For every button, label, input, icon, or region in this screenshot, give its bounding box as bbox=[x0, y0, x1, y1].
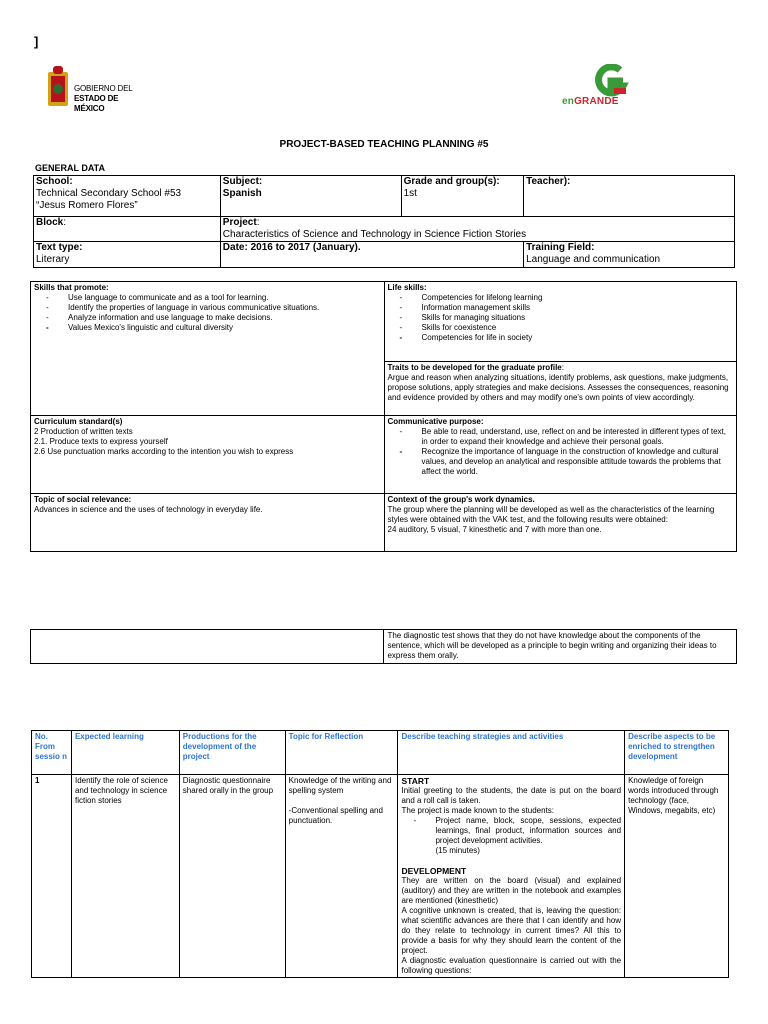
teacher-cell bbox=[524, 176, 735, 217]
expected-learning: Identify the role of science and technology in science fiction stories bbox=[71, 775, 179, 978]
logo-grande: GRANDE bbox=[574, 96, 619, 107]
session-number: 1 bbox=[32, 775, 72, 978]
grade-value: 1st bbox=[403, 188, 417, 199]
g-mark-icon bbox=[590, 64, 630, 98]
text-type-label: Text type: bbox=[36, 242, 83, 253]
diagnostic-table bbox=[30, 629, 737, 664]
gobierno-logo bbox=[46, 64, 146, 112]
school-value-1: Technical Secondary School #53 bbox=[36, 188, 182, 199]
general-data-label: GENERAL DATA bbox=[35, 163, 106, 173]
curriculum-line: 2.1. Produce texts to express yourself bbox=[34, 437, 168, 446]
life-skills-list bbox=[388, 293, 734, 343]
project-cell bbox=[220, 217, 734, 242]
logo-en: en bbox=[562, 96, 575, 107]
list-item: - Information management skills bbox=[400, 303, 734, 313]
sessions-table bbox=[31, 730, 729, 978]
logo-line-1: GOBIERNO DEL bbox=[74, 84, 133, 93]
subject-cell bbox=[220, 176, 401, 217]
diagnostic-text: The diagnostic test shows that they do not have knowledge about the components of the sentence, which will be developed as a principle to begin writing and organizing their ideas to express them orally. bbox=[384, 630, 737, 664]
col-header-session: No. From sessio n bbox=[32, 731, 72, 775]
topic-line: Knowledge of the writing and spelling system bbox=[288, 776, 392, 795]
list-item: - Skills for coexistence bbox=[400, 323, 734, 333]
block-label: Block bbox=[36, 217, 64, 228]
col-header-topic: Topic for Reflection bbox=[285, 731, 398, 775]
strategies bbox=[398, 775, 625, 978]
context-title: Context of the group's work dynamics. bbox=[387, 495, 535, 504]
school-label: School: bbox=[36, 176, 73, 187]
context-cell bbox=[384, 494, 737, 552]
skills-list bbox=[34, 293, 381, 333]
list-item: - Analyze information and use language to make decisions. bbox=[46, 313, 381, 323]
life-skills-title: Life skills: bbox=[387, 283, 427, 292]
text-type-cell bbox=[34, 242, 221, 268]
training-value: Language and communication bbox=[526, 254, 661, 265]
list-item: - Recognize the importance of language in the construction of knowledge and cultural values, and develop an analytical and responsible attitude towards the problems that affect the world. bbox=[400, 447, 734, 477]
dev-text: They are written on the board (visual) and explained (auditory) and they are written in the notebook and examples are mentioned (kinesthetic) bbox=[401, 876, 622, 905]
block-colon: : bbox=[63, 217, 67, 228]
context-text: The group where the planning will be developed as well as the characteristics of the learning styles were obtained with the VAK test, and the following results were obtained: bbox=[387, 505, 715, 524]
traits-colon: : bbox=[561, 363, 564, 372]
list-item: - Values Mexico's linguistic and cultural diversity bbox=[46, 323, 381, 333]
corner-mark: ] bbox=[34, 34, 39, 49]
text-type-value: Literary bbox=[36, 254, 70, 265]
start-list bbox=[401, 816, 621, 846]
date-label: Date: 2016 to 2017 (January). bbox=[222, 242, 361, 253]
topic-reflection bbox=[285, 775, 398, 978]
start-text: Initial greeting to the students, the date is put on the board and a roll call is taken. bbox=[401, 786, 622, 805]
context-results: 24 auditory, 5 visual, 7 kinesthetic and 7 with more than one. bbox=[387, 525, 602, 534]
list-item: - Use language to communicate and as a tool for learning. bbox=[46, 293, 381, 303]
skills-cell bbox=[31, 282, 385, 416]
skills-title: Skills that promote: bbox=[34, 283, 109, 292]
social-topic-cell bbox=[31, 494, 385, 552]
list-item: - Identify the properties of language in various communicative situations. bbox=[46, 303, 381, 313]
aspects-enrich: Knowledge of foreign words introduced through technology (face, Windows, megabits, etc) bbox=[625, 775, 729, 978]
list-item: - Skills for managing situations bbox=[400, 313, 734, 323]
curriculum-line: 2 Production of written texts bbox=[34, 427, 133, 436]
col-header-aspects: Describe aspects to be enriched to strengthen development bbox=[625, 731, 729, 775]
diagnostic-empty-cell bbox=[31, 630, 384, 664]
training-label: Training Field: bbox=[526, 242, 595, 253]
subject-label: Subject: bbox=[222, 176, 263, 187]
table-row bbox=[32, 775, 729, 978]
school-value-2: “Jesus Romero Flores” bbox=[36, 200, 138, 211]
planning-table bbox=[30, 281, 737, 552]
dev-text: A cognitive unknown is created, that is, leaving the question: what scientific advances are there that I can identify and how do they relate to technology in current times? All this to provide a basis for why they should learn the content of the project. bbox=[401, 906, 622, 955]
comm-purpose-cell bbox=[384, 416, 737, 494]
start-title: START bbox=[401, 776, 430, 786]
training-cell bbox=[524, 242, 735, 268]
list-item: - Project name, block, scope, sessions, expected learnings, final product, information sources and project development activities. bbox=[413, 816, 621, 846]
list-item: - Competencies for lifelong learning bbox=[400, 293, 734, 303]
traits-text: Argue and reason when analyzing situations, identify problems, ask questions, make judgments, propose solutions, apply strategies and make decisions. Assesses the consequences, reasoning and evidence provided by others and may modify one's own points of view accordingly. bbox=[387, 373, 729, 402]
list-item: - Be able to read, understand, use, reflect on and be interested in different types of text, in order to expand their knowledge and achieve their personal goals. bbox=[400, 427, 734, 447]
col-header-expected: Expected learning bbox=[71, 731, 179, 775]
productions: Diagnostic questionnaire shared orally in the group bbox=[179, 775, 285, 978]
state-seal-icon bbox=[46, 64, 70, 110]
project-label: Project bbox=[222, 217, 257, 228]
block-cell bbox=[34, 217, 221, 242]
curriculum-title: Curriculum standard(s) bbox=[34, 417, 123, 426]
page-title: PROJECT-BASED TEACHING PLANNING #5 bbox=[279, 139, 489, 150]
traits-cell bbox=[384, 362, 737, 416]
project-colon: : bbox=[256, 217, 260, 228]
start-time: (15 minutes) bbox=[435, 846, 480, 855]
social-topic-text: Advances in science and the uses of technology in everyday life. bbox=[34, 505, 263, 514]
date-cell bbox=[220, 242, 523, 268]
life-skills-cell bbox=[384, 282, 737, 362]
grade-label: Grade and group(s): bbox=[403, 176, 500, 187]
social-topic-title: Topic of social relevance: bbox=[34, 495, 132, 504]
teacher-label: Teacher): bbox=[526, 176, 571, 187]
list-item: - Competencies for life in society bbox=[400, 333, 734, 343]
comm-purpose-title: Communicative purpose: bbox=[387, 417, 484, 426]
comm-purpose-list bbox=[388, 427, 734, 477]
project-value: Characteristics of Science and Technology in Science Fiction Stories bbox=[222, 229, 527, 240]
traits-title: Traits to be developed for the graduate profile bbox=[387, 363, 562, 372]
engrande-logo bbox=[560, 64, 634, 112]
curriculum-line: 2.6 Use punctuation marks according to the intention you wish to express bbox=[34, 447, 294, 456]
curriculum-cell bbox=[31, 416, 385, 494]
subject-value: Spanish bbox=[222, 188, 262, 199]
dev-text: A diagnostic evaluation questionnaire is carried out with the following questions: bbox=[401, 956, 622, 975]
start-text-2: The project is made known to the students: bbox=[401, 806, 555, 815]
grade-cell bbox=[401, 176, 524, 217]
school-cell bbox=[34, 176, 221, 217]
development-title: DEVELOPMENT bbox=[401, 866, 467, 876]
col-header-productions: Productions for the development of the project bbox=[179, 731, 285, 775]
general-data-table bbox=[33, 175, 735, 268]
col-header-strategies: Describe teaching strategies and activities bbox=[398, 731, 625, 775]
logo-line-2: ESTADO DE MÉXICO bbox=[74, 94, 119, 113]
topic-line: -Conventional spelling and punctuation. bbox=[288, 806, 383, 825]
